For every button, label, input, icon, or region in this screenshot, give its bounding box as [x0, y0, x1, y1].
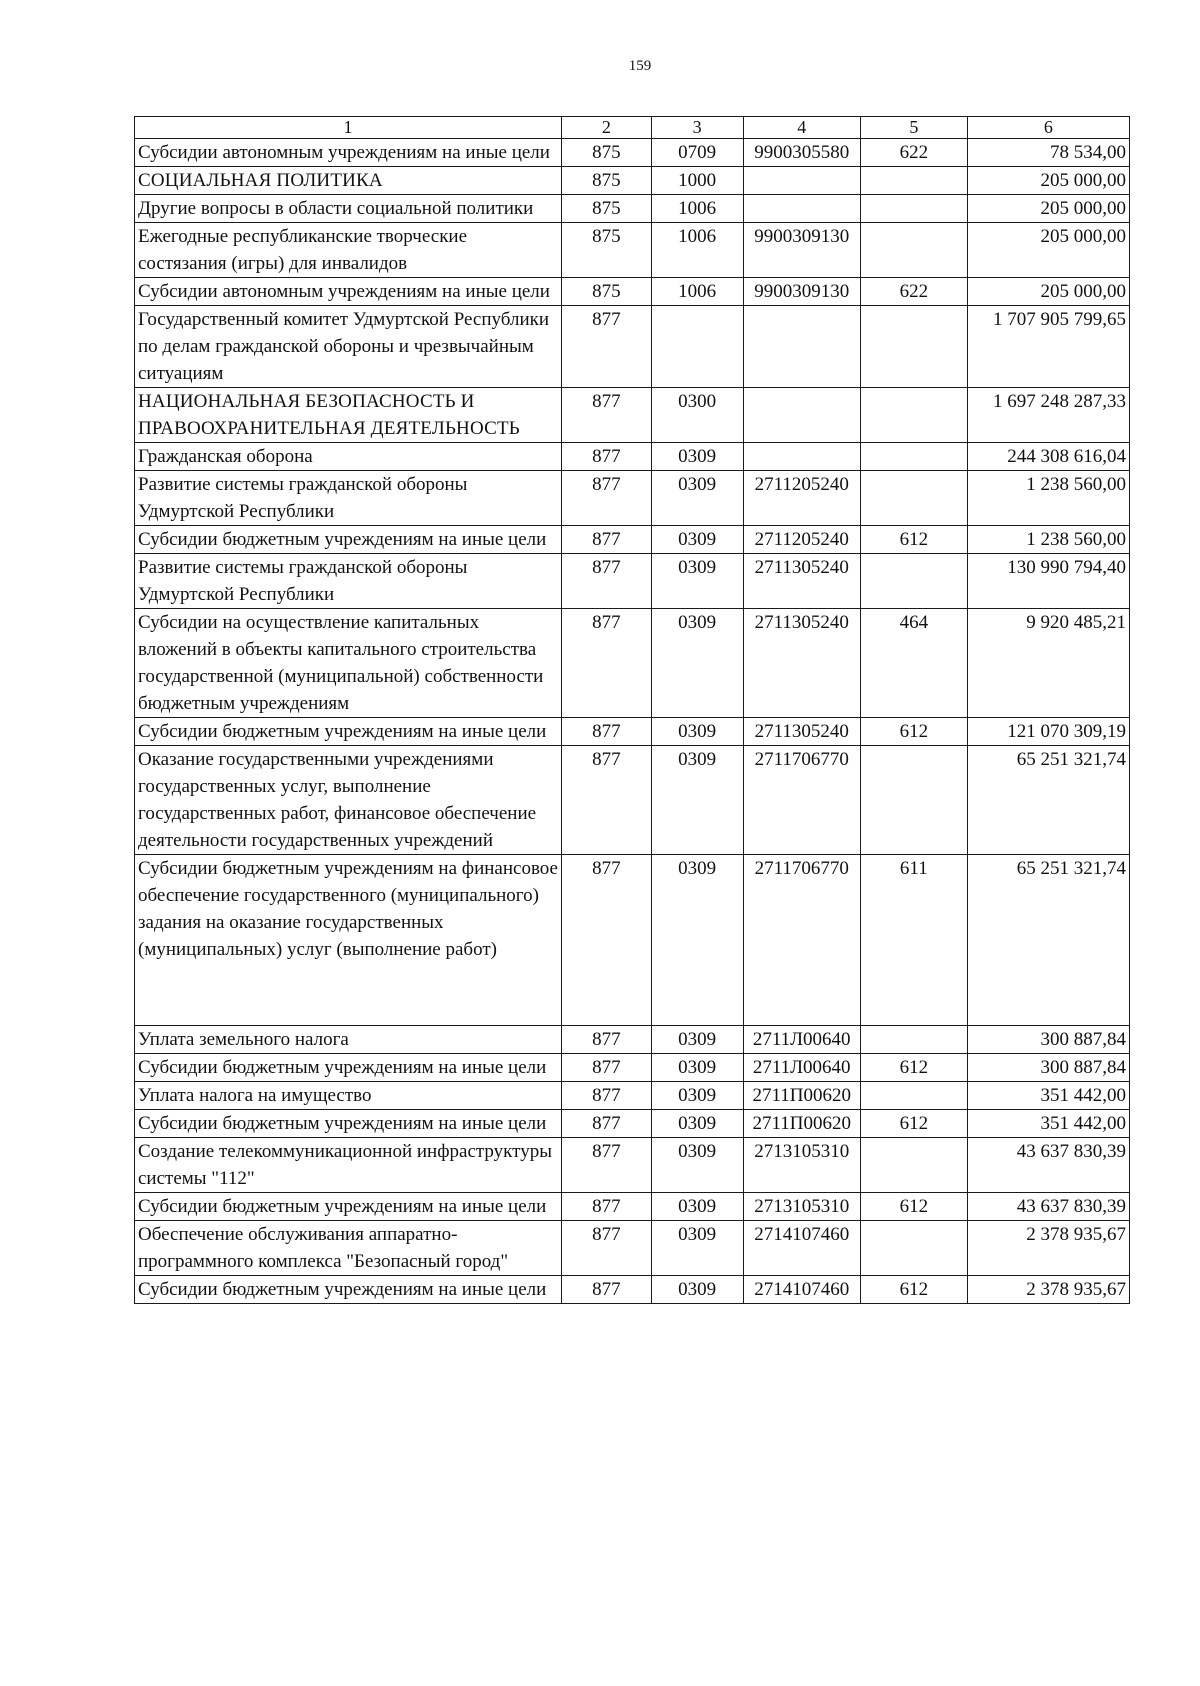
row-expense-type — [860, 223, 967, 278]
table-row — [135, 223, 1130, 278]
table-row — [135, 1110, 1130, 1138]
row-grbs-code: 877 — [562, 388, 652, 443]
row-expense-type: 622 — [860, 139, 967, 167]
column-header: 4 — [743, 117, 860, 139]
row-amount: 65 251 321,74 — [967, 746, 1129, 855]
row-target-code: 2711305240 — [743, 609, 860, 718]
row-grbs-code: 875 — [562, 278, 652, 306]
row-amount: 205 000,00 — [967, 195, 1129, 223]
row-amount: 2 378 935,67 — [967, 1221, 1129, 1276]
row-section-code: 0309 — [651, 1276, 743, 1304]
row-expense-type — [860, 746, 967, 855]
table-row — [135, 278, 1130, 306]
row-expense-type: 612 — [860, 526, 967, 554]
row-amount: 300 887,84 — [967, 1026, 1129, 1054]
row-amount: 300 887,84 — [967, 1054, 1129, 1082]
row-amount: 65 251 321,74 — [967, 855, 1129, 1026]
table-row — [135, 1193, 1130, 1221]
row-target-code: 2711305240 — [743, 554, 860, 609]
row-section-code: 0309 — [651, 609, 743, 718]
row-expense-type: 612 — [860, 1110, 967, 1138]
table-header-row — [135, 117, 1130, 139]
row-amount: 121 070 309,19 — [967, 718, 1129, 746]
row-name: Субсидии бюджетным учреждениям на иные цели — [135, 1276, 562, 1304]
row-expense-type: 612 — [860, 1276, 967, 1304]
row-grbs-code: 877 — [562, 1138, 652, 1193]
row-grbs-code: 877 — [562, 1054, 652, 1082]
row-amount: 205 000,00 — [967, 167, 1129, 195]
column-header: 1 — [135, 117, 562, 139]
row-amount: 351 442,00 — [967, 1082, 1129, 1110]
row-grbs-code: 875 — [562, 195, 652, 223]
row-grbs-code: 877 — [562, 443, 652, 471]
row-name: Субсидии автономным учреждениям на иные цели — [135, 139, 562, 167]
row-expense-type — [860, 443, 967, 471]
row-section-code: 0709 — [651, 139, 743, 167]
row-target-code: 2711Л00640 — [743, 1026, 860, 1054]
row-amount: 43 637 830,39 — [967, 1193, 1129, 1221]
row-grbs-code: 875 — [562, 167, 652, 195]
row-expense-type — [860, 471, 967, 526]
table-row — [135, 746, 1130, 855]
table-row — [135, 1082, 1130, 1110]
row-section-code: 0309 — [651, 855, 743, 1026]
row-expense-type: 622 — [860, 278, 967, 306]
row-section-code: 1006 — [651, 223, 743, 278]
row-grbs-code: 877 — [562, 471, 652, 526]
row-target-code — [743, 443, 860, 471]
row-section-code: 0300 — [651, 388, 743, 443]
row-name: Государственный комитет Удмуртской Республики по делам гражданской обороны и чрезвычайным ситуациям — [135, 306, 562, 388]
row-amount: 2 378 935,67 — [967, 1276, 1129, 1304]
row-name: Обеспечение обслуживания аппаратно-программного комплекса "Безопасный город" — [135, 1221, 562, 1276]
row-section-code: 0309 — [651, 1082, 743, 1110]
row-grbs-code: 877 — [562, 1193, 652, 1221]
row-amount: 43 637 830,39 — [967, 1138, 1129, 1193]
row-target-code — [743, 388, 860, 443]
row-section-code: 0309 — [651, 471, 743, 526]
row-amount: 1 238 560,00 — [967, 526, 1129, 554]
row-amount: 1 697 248 287,33 — [967, 388, 1129, 443]
row-name: НАЦИОНАЛЬНАЯ БЕЗОПАСНОСТЬ И ПРАВООХРАНИТЕЛЬНАЯ ДЕЯТЕЛЬНОСТЬ — [135, 388, 562, 443]
row-amount: 205 000,00 — [967, 223, 1129, 278]
row-target-code: 9900309130 — [743, 223, 860, 278]
row-name: Субсидии бюджетным учреждениям на иные цели — [135, 1110, 562, 1138]
row-name: Субсидии бюджетным учреждениям на иные цели — [135, 1054, 562, 1082]
row-name: Другие вопросы в области социальной политики — [135, 195, 562, 223]
row-expense-type: 464 — [860, 609, 967, 718]
row-expense-type — [860, 1082, 967, 1110]
row-section-code: 0309 — [651, 1138, 743, 1193]
row-target-code: 2711П00620 — [743, 1110, 860, 1138]
table-row — [135, 855, 1130, 1026]
row-expense-type: 612 — [860, 1054, 967, 1082]
table-row — [135, 526, 1130, 554]
row-expense-type: 611 — [860, 855, 967, 1026]
column-header: 5 — [860, 117, 967, 139]
row-name: Субсидии бюджетным учреждениям на иные цели — [135, 1193, 562, 1221]
row-amount: 205 000,00 — [967, 278, 1129, 306]
table-row — [135, 167, 1130, 195]
row-name: СОЦИАЛЬНАЯ ПОЛИТИКА — [135, 167, 562, 195]
row-name: Оказание государственными учреждениями государственных услуг, выполнение государственных работ, финансовое обеспечение деятельности государственных учреждений — [135, 746, 562, 855]
row-section-code: 1000 — [651, 167, 743, 195]
row-grbs-code: 877 — [562, 1082, 652, 1110]
table-row — [135, 443, 1130, 471]
row-name: Гражданская оборона — [135, 443, 562, 471]
row-expense-type — [860, 167, 967, 195]
row-amount: 351 442,00 — [967, 1110, 1129, 1138]
row-expense-type — [860, 554, 967, 609]
row-section-code: 0309 — [651, 1054, 743, 1082]
table-row — [135, 388, 1130, 443]
row-name: Уплата налога на имущество — [135, 1082, 562, 1110]
column-header: 3 — [651, 117, 743, 139]
row-name: Субсидии на осуществление капитальных вложений в объекты капитального строительства государственной (муниципальной) собственности бюджетным учреждениям — [135, 609, 562, 718]
row-target-code: 2711706770 — [743, 746, 860, 855]
row-section-code: 0309 — [651, 1026, 743, 1054]
row-target-code — [743, 195, 860, 223]
row-grbs-code: 877 — [562, 1110, 652, 1138]
page-number: 159 — [628, 58, 652, 74]
row-target-code: 2711706770 — [743, 855, 860, 1026]
row-grbs-code: 877 — [562, 554, 652, 609]
table-row — [135, 1054, 1130, 1082]
row-amount: 9 920 485,21 — [967, 609, 1129, 718]
row-grbs-code: 877 — [562, 1026, 652, 1054]
row-amount: 244 308 616,04 — [967, 443, 1129, 471]
row-section-code: 0309 — [651, 746, 743, 855]
row-section-code: 0309 — [651, 1193, 743, 1221]
row-grbs-code: 877 — [562, 718, 652, 746]
row-target-code: 2713105310 — [743, 1138, 860, 1193]
row-grbs-code: 877 — [562, 306, 652, 388]
row-expense-type: 612 — [860, 1193, 967, 1221]
table-row — [135, 609, 1130, 718]
row-name: Уплата земельного налога — [135, 1026, 562, 1054]
row-section-code: 0309 — [651, 1221, 743, 1276]
row-name: Субсидии бюджетным учреждениям на финансовое обеспечение государственного (муниципального) задания на оказание государственных (муниципальных) услуг (выполнение работ) — [135, 855, 562, 1026]
row-name: Развитие системы гражданской обороны Удмуртской Республики — [135, 471, 562, 526]
row-section-code: 1006 — [651, 278, 743, 306]
table-row — [135, 139, 1130, 167]
row-name: Субсидии бюджетным учреждениям на иные цели — [135, 526, 562, 554]
row-name: Субсидии бюджетным учреждениям на иные цели — [135, 718, 562, 746]
row-target-code: 9900309130 — [743, 278, 860, 306]
row-name: Субсидии автономным учреждениям на иные цели — [135, 278, 562, 306]
table-row — [135, 471, 1130, 526]
row-expense-type: 612 — [860, 718, 967, 746]
row-expense-type — [860, 1026, 967, 1054]
row-section-code: 0309 — [651, 718, 743, 746]
row-target-code: 2714107460 — [743, 1221, 860, 1276]
row-amount: 1 238 560,00 — [967, 471, 1129, 526]
row-expense-type — [860, 1221, 967, 1276]
row-grbs-code: 877 — [562, 1221, 652, 1276]
row-target-code — [743, 167, 860, 195]
row-section-code: 0309 — [651, 554, 743, 609]
row-target-code: 9900305580 — [743, 139, 860, 167]
row-section-code: 0309 — [651, 1110, 743, 1138]
row-amount: 130 990 794,40 — [967, 554, 1129, 609]
table-row — [135, 554, 1130, 609]
row-target-code: 2711Л00640 — [743, 1054, 860, 1082]
row-target-code: 2713105310 — [743, 1193, 860, 1221]
budget-table — [134, 116, 1130, 1304]
row-expense-type — [860, 306, 967, 388]
row-section-code: 1006 — [651, 195, 743, 223]
table-row — [135, 718, 1130, 746]
row-name: Ежегодные республиканские творческие состязания (игры) для инвалидов — [135, 223, 562, 278]
column-header: 2 — [562, 117, 652, 139]
row-grbs-code: 877 — [562, 526, 652, 554]
row-amount: 78 534,00 — [967, 139, 1129, 167]
row-grbs-code: 877 — [562, 855, 652, 1026]
row-grbs-code: 875 — [562, 223, 652, 278]
table-row — [135, 1026, 1130, 1054]
table-row — [135, 1276, 1130, 1304]
row-target-code: 2711205240 — [743, 526, 860, 554]
row-section-code: 0309 — [651, 526, 743, 554]
row-target-code: 2711П00620 — [743, 1082, 860, 1110]
column-header: 6 — [967, 117, 1129, 139]
table-row — [135, 1221, 1130, 1276]
row-grbs-code: 875 — [562, 139, 652, 167]
row-target-code: 2714107460 — [743, 1276, 860, 1304]
table-row — [135, 1138, 1130, 1193]
row-target-code — [743, 306, 860, 388]
row-expense-type — [860, 1138, 967, 1193]
row-grbs-code: 877 — [562, 609, 652, 718]
table-row — [135, 306, 1130, 388]
row-target-code: 2711305240 — [743, 718, 860, 746]
table-row — [135, 195, 1130, 223]
row-section-code — [651, 306, 743, 388]
row-expense-type — [860, 388, 967, 443]
row-name: Создание телекоммуникационной инфраструктуры системы "112" — [135, 1138, 562, 1193]
row-amount: 1 707 905 799,65 — [967, 306, 1129, 388]
row-target-code: 2711205240 — [743, 471, 860, 526]
row-grbs-code: 877 — [562, 746, 652, 855]
row-grbs-code: 877 — [562, 1276, 652, 1304]
row-expense-type — [860, 195, 967, 223]
row-name: Развитие системы гражданской обороны Удмуртской Республики — [135, 554, 562, 609]
row-section-code: 0309 — [651, 443, 743, 471]
